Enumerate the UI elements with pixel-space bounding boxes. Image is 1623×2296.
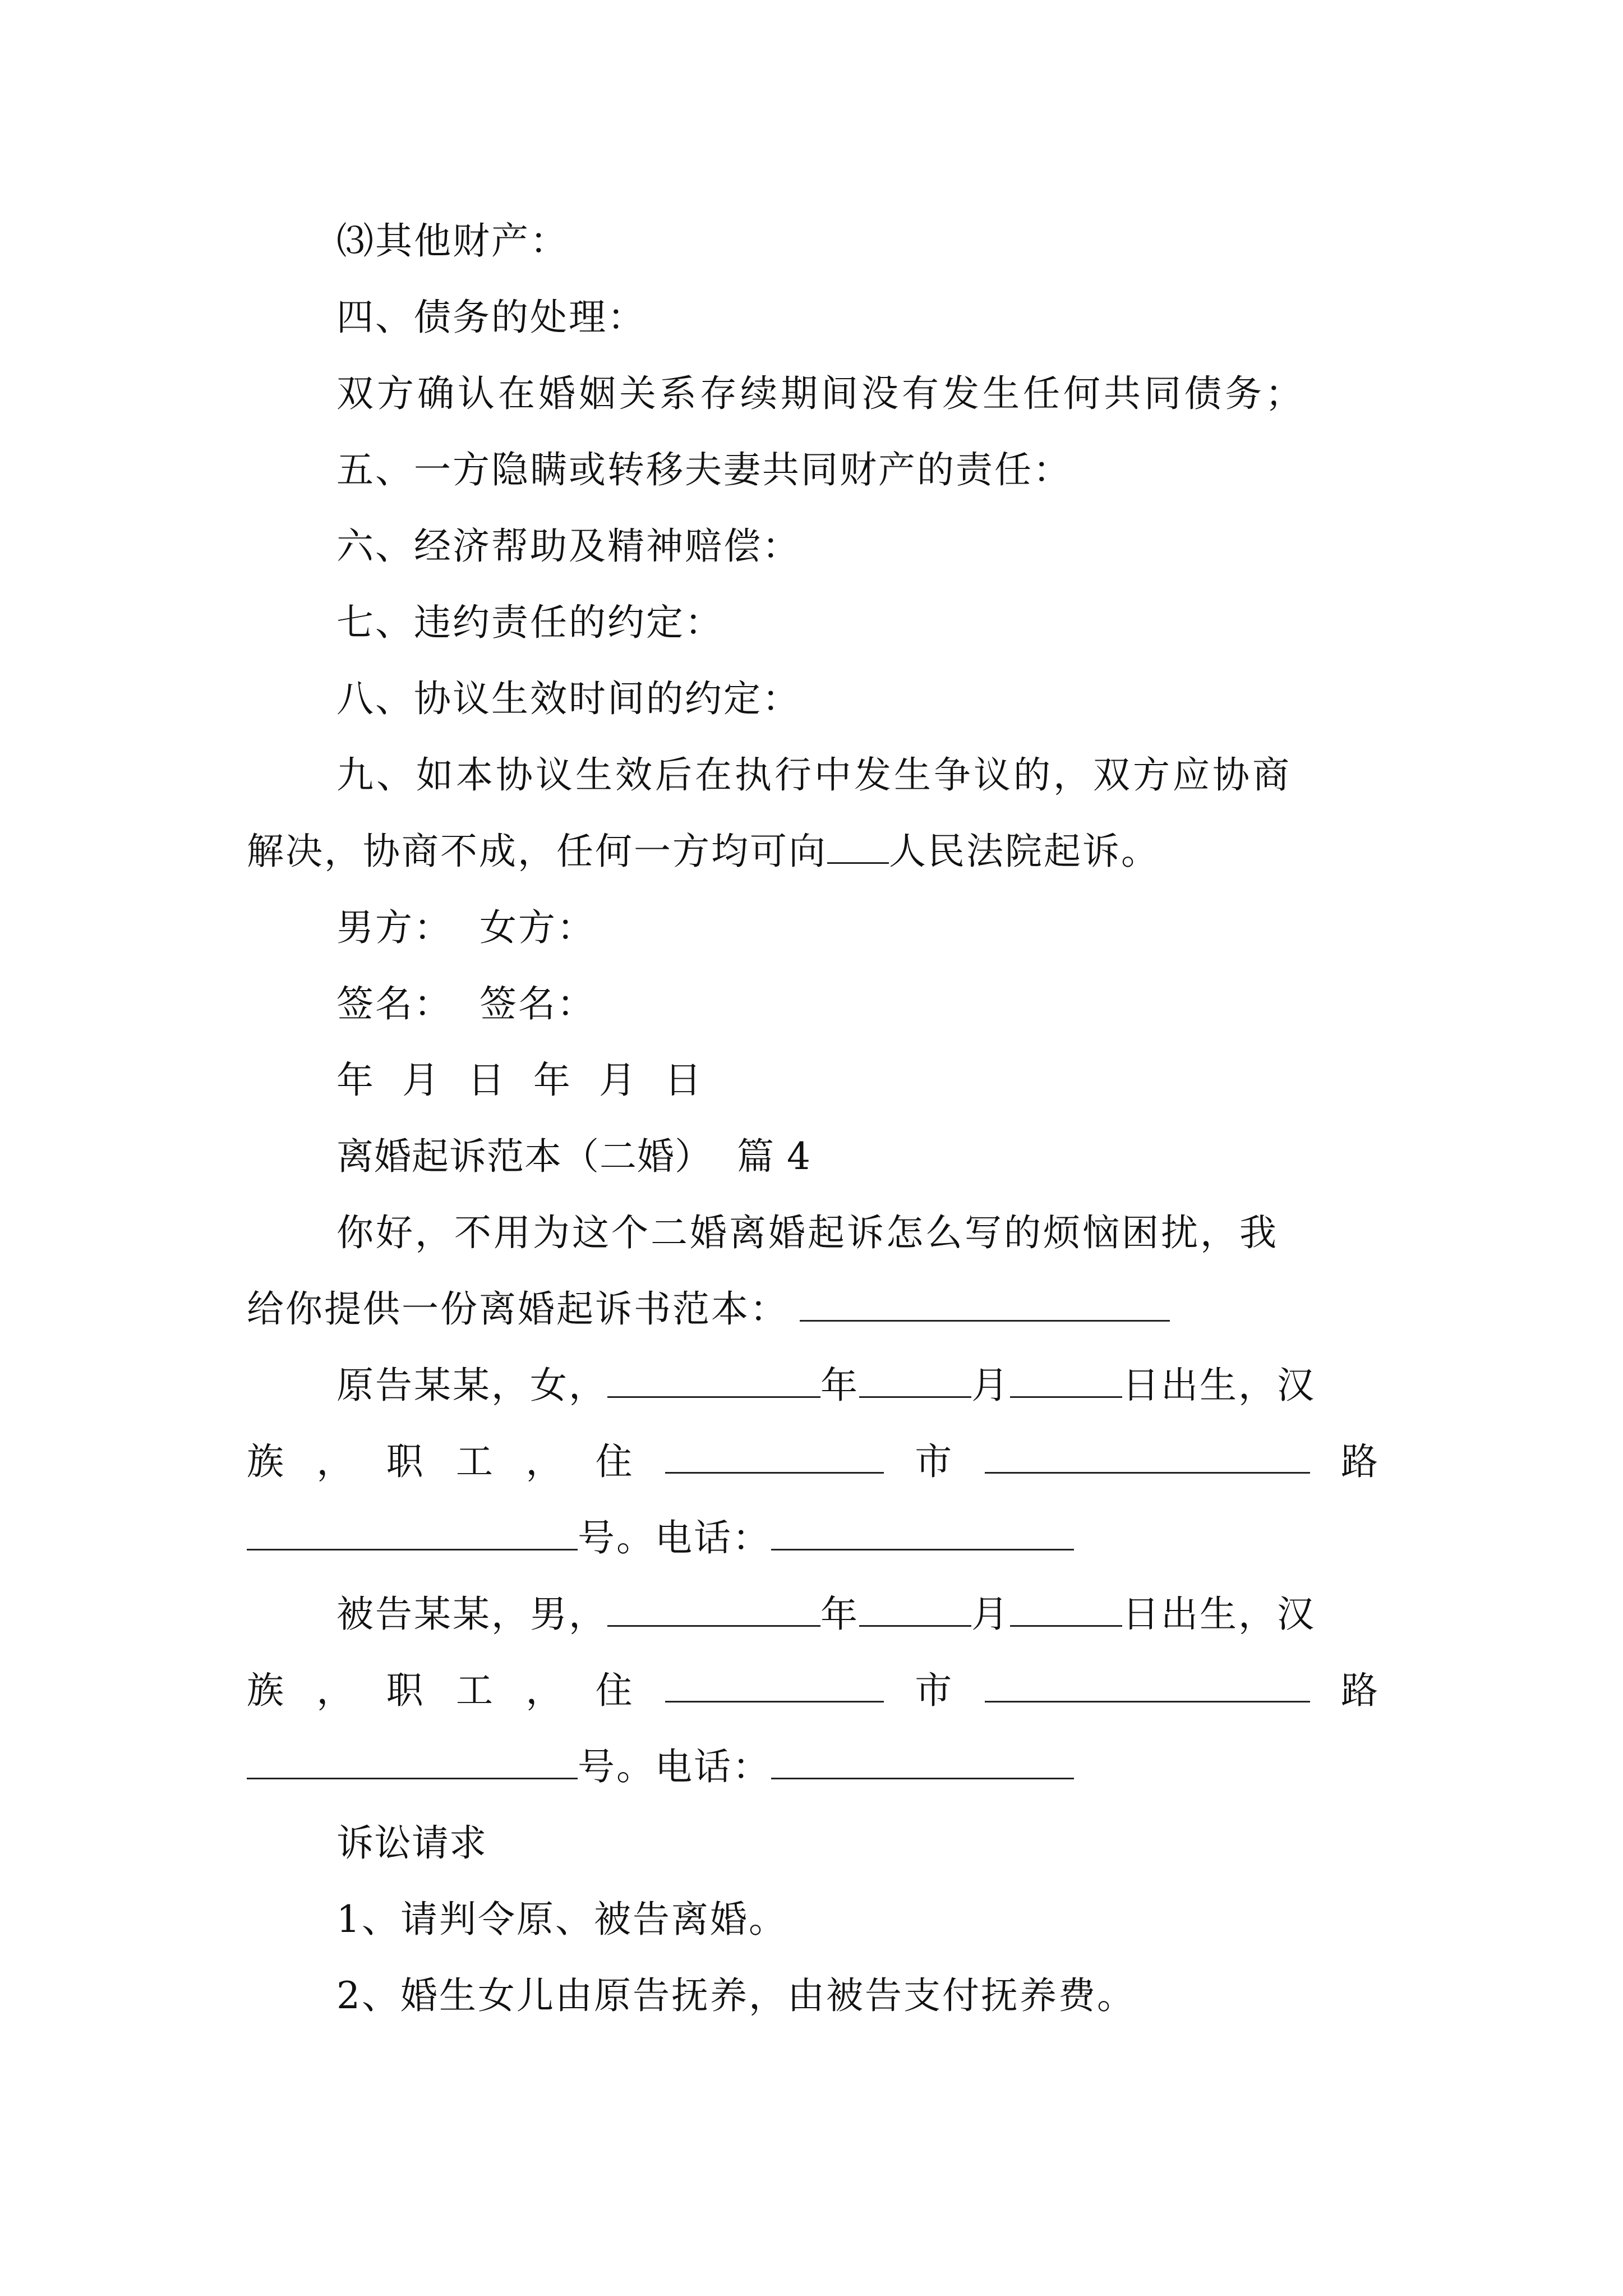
defendant-year-blank (607, 1593, 820, 1627)
plaintiff-line2 (247, 1439, 1380, 1484)
comma: ， (316, 1669, 356, 1712)
intro-blank (800, 1287, 1170, 1322)
plaintiff-intro: 原告某某，女， (336, 1364, 607, 1407)
defendant-city-blank (665, 1668, 884, 1703)
defendant-city-label: 市 (915, 1669, 954, 1712)
plaintiff-address-label: 住 (595, 1440, 634, 1483)
defendant-phone-label: 号。电话： (578, 1745, 771, 1788)
plaintiff-month-label: 月 (971, 1364, 1010, 1407)
claim-2: 2、婚生女儿由原告抚养，由被告支付抚养费。 (336, 1974, 1136, 2017)
defendant-month-blank (859, 1593, 971, 1627)
plaintiff-city-blank (665, 1439, 884, 1474)
defendant-road-blank (985, 1668, 1310, 1703)
plaintiff-job-char2: 工 (455, 1440, 495, 1483)
defendant-phone-blank (771, 1745, 1074, 1779)
defendant-number-blank (247, 1745, 578, 1779)
plaintiff-number-blank (247, 1516, 578, 1550)
debt-confirmation: 双方确认在婚姻关系存续期间没有发生任何共同债务； (336, 372, 1306, 415)
signature-labels: 签名： 签名： (336, 982, 596, 1025)
intro-line1: 你好，不用为这个二婚离婚起诉怎么写的烦恼困扰，我 (336, 1211, 1279, 1254)
dispute-clause-line1: 九、如本协议生效后在执行中发生争议的，双方应协商 (336, 753, 1292, 797)
court-suffix: 人民法院起诉。 (889, 830, 1160, 873)
plaintiff-line3 (247, 1516, 1074, 1561)
claims-heading: 诉讼请求 (336, 1821, 487, 1865)
defendant-job-char2: 工 (455, 1669, 495, 1712)
dispute-clause-line2 (247, 829, 1160, 874)
defendant-road-label: 路 (1340, 1669, 1380, 1712)
plaintiff-year-blank (607, 1364, 820, 1398)
item-other-property: ⑶其他财产： (336, 219, 569, 263)
plaintiff-road-label: 路 (1340, 1440, 1380, 1483)
plaintiff-birth-ethnicity: 日出生，汉 (1122, 1364, 1316, 1407)
defendant-job-char1: 职 (386, 1669, 425, 1712)
defendant-ethnicity-suffix: 族 (247, 1669, 285, 1712)
plaintiff-job-char1: 职 (386, 1440, 425, 1483)
defendant-line2 (247, 1668, 1380, 1713)
defendant-year-label: 年 (820, 1593, 859, 1636)
defendant-birth-ethnicity: 日出生，汉 (1122, 1593, 1316, 1636)
plaintiff-ethnicity-suffix: 族 (247, 1440, 285, 1483)
defendant-line1 (336, 1592, 1316, 1637)
plaintiff-city-label: 市 (915, 1440, 954, 1483)
intro-text: 给你提供一份离婚起诉书范本： (247, 1287, 789, 1331)
defendant-line3 (247, 1745, 1074, 1789)
heading-economic-aid: 六、经济帮助及精神赔偿： (336, 524, 801, 568)
plaintiff-month-blank (859, 1364, 971, 1398)
plaintiff-phone-blank (771, 1516, 1074, 1550)
section-title: 离婚起诉范本（二婚） 篇 4 (336, 1135, 811, 1178)
plaintiff-day-blank (1010, 1364, 1122, 1398)
heading-debt-handling: 四、债务的处理： (336, 296, 646, 339)
claim-1: 1、请判令原、被告离婚。 (336, 1898, 787, 1941)
party-labels: 男方： 女方： (336, 906, 596, 949)
dispute-clause-text: 解决，协商不成，任何一方均可向 (247, 830, 827, 873)
comma: ， (316, 1440, 356, 1483)
defendant-address-label: 住 (595, 1669, 634, 1712)
intro-line2 (247, 1287, 1170, 1332)
plaintiff-road-blank (985, 1439, 1310, 1474)
plaintiff-line1 (336, 1363, 1316, 1408)
comma: ， (525, 1669, 565, 1712)
date-labels: 年 月 日 年 月 日 (336, 1059, 703, 1102)
plaintiff-year-label: 年 (820, 1364, 859, 1407)
defendant-day-blank (1010, 1593, 1122, 1627)
plaintiff-phone-label: 号。电话： (578, 1516, 771, 1559)
comma: ， (525, 1440, 565, 1483)
defendant-intro: 被告某某，男， (336, 1593, 607, 1636)
court-name-blank (827, 830, 889, 864)
defendant-month-label: 月 (971, 1593, 1010, 1636)
heading-effective-time: 八、协议生效时间的约定： (336, 677, 801, 720)
heading-concealment-liability: 五、一方隐瞒或转移夫妻共同财产的责任： (336, 448, 1072, 491)
heading-breach-liability: 七、违约责任的约定： (336, 601, 723, 644)
